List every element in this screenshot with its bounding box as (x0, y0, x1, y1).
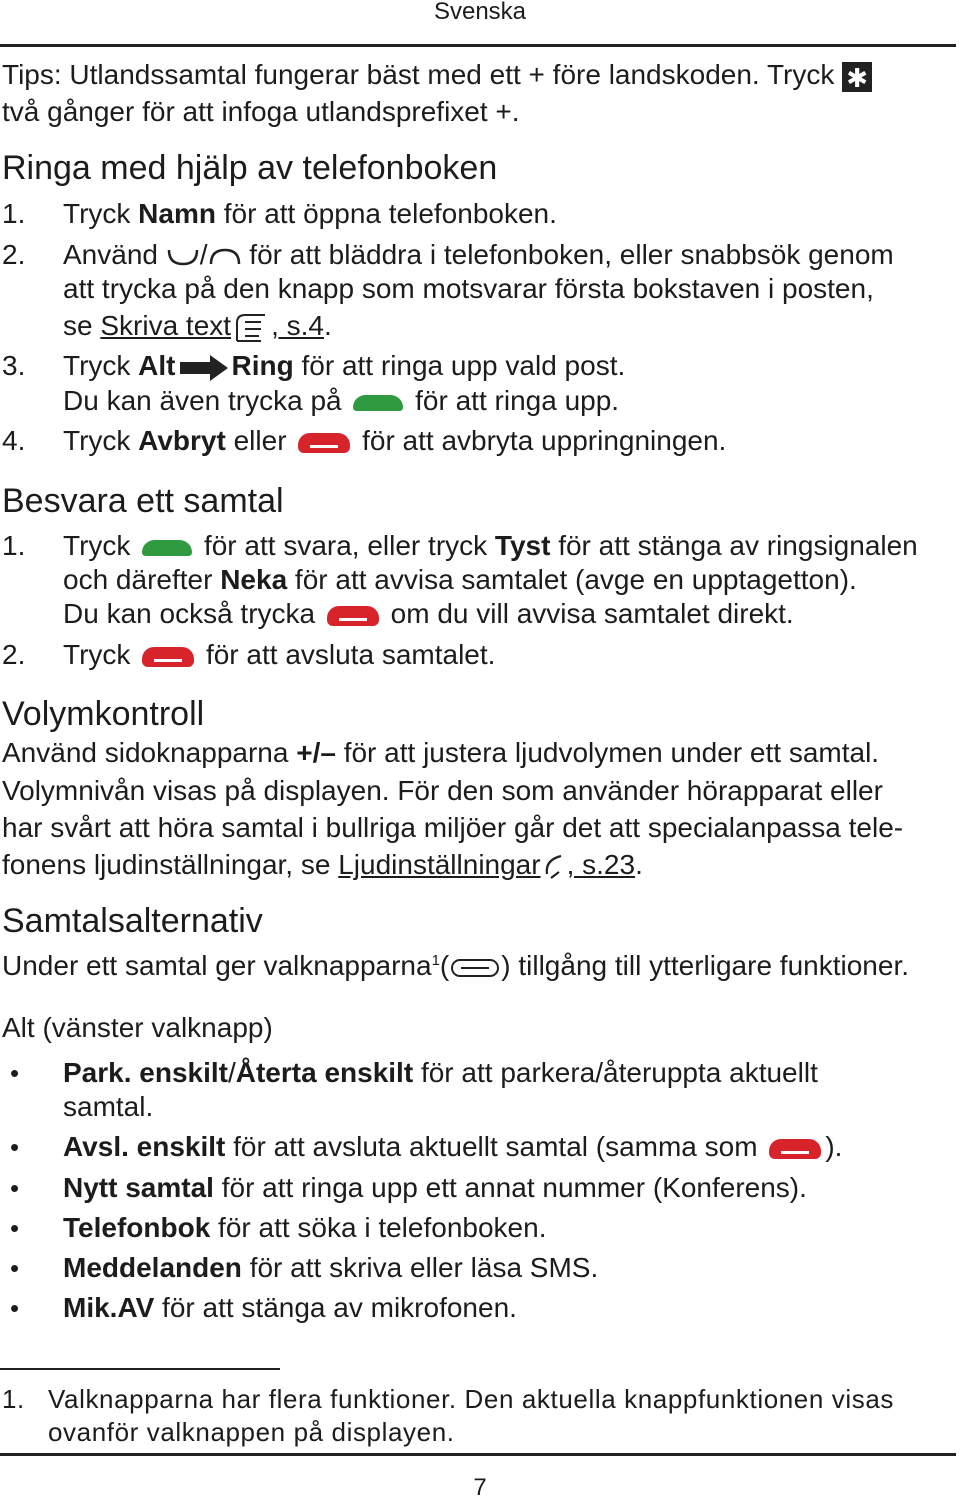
header-divider (0, 44, 956, 47)
step-number: 3. (2, 350, 26, 381)
volume-line2: Volymnivån visas på displayen. För den som använder hörapparat eller (2, 775, 883, 806)
phonebook-step1: Tryck Namn för att öppna telefonboken. (63, 198, 557, 229)
tips-paragraph (2, 58, 872, 92)
bullet-marker: • (10, 1173, 20, 1203)
options-bullet-1: Park. enskilt/Återta enskilt för att parkera/återuppta aktuellt (63, 1057, 818, 1088)
tips-text-line2: två gånger för att infoga utlandsprefixet +. (2, 96, 520, 127)
bullet-marker: • (10, 1253, 20, 1283)
page-header-language: Svenska (433, 0, 527, 25)
phonebook-step2-line1: Använd / för att bläddra i telefonboken, eller snabbsök genom (63, 239, 894, 270)
footnote-number: 1. (2, 1384, 25, 1414)
bullet-marker: • (10, 1132, 20, 1162)
section-title-volume: Volymkontroll (2, 695, 205, 733)
tips-text-line1: Utlandssamtal fungerar bäst med ett + före landskoden. Tryck (61, 59, 843, 90)
footnote-ref[interactable]: 1 (431, 952, 440, 969)
answer-step1-line3: Du kan också trycka om du vill avvisa samtalet direkt. (63, 598, 794, 629)
options-intro: Under ett samtal ger valknapparna$^1$( ) tillgång till ytterligare funktioner. (2, 950, 910, 981)
page-number: 7 (473, 1474, 487, 1501)
soft-key-icon (449, 956, 501, 980)
footnote-line1: Valknapparna har flera funktioner. Den aktuella knappfunktionen visas (48, 1384, 894, 1414)
phonebook-step4: Tryck Avbryt eller för att avbryta uppringningen. (63, 425, 727, 456)
tips-label: Tips: (2, 59, 62, 90)
section-title-call-options: Samtalsalternativ (2, 902, 263, 940)
link-skriva-text[interactable]: Skriva text , s.4 (100, 310, 324, 341)
options-bullet-3: Nytt samtal för att ringa upp ett annat nummer (Konferens). (63, 1172, 807, 1203)
step-number: 1. (2, 530, 26, 561)
hand-icon (231, 311, 271, 345)
sound-icon (541, 852, 567, 882)
options-bullet-2: Avsl. enskilt för att avsluta aktuellt samtal (samma som ). (63, 1131, 843, 1162)
section-title-phonebook: Ringa med hjälp av telefonboken (2, 149, 498, 187)
scroll-up-icon (208, 246, 242, 268)
answer-step1-line1: Tryck för att svara, eller tryck Tyst för att stänga av ringsignalen (63, 530, 918, 561)
options-subtitle: Alt (vänster valknapp) (2, 1012, 273, 1043)
step-number: 4. (2, 425, 26, 456)
phonebook-step2-line2: att trycka på den knapp som motsvarar första bokstaven i posten, (63, 273, 874, 304)
step-number: 1. (2, 198, 26, 229)
bullet-marker: • (10, 1213, 20, 1243)
arrow-right-icon (176, 353, 232, 383)
volume-line1: Använd sidoknapparna +/– för att justera ljudvolymen under ett samtal. (2, 737, 880, 768)
answer-step2: Tryck för att avsluta samtalet. (63, 639, 496, 670)
end-key-icon (769, 1139, 821, 1159)
call-key-icon (353, 395, 403, 411)
phonebook-step3-line2: Du kan även trycka på för att ringa upp. (63, 385, 620, 416)
scroll-down-icon (166, 246, 200, 268)
footer-divider (0, 1453, 956, 1456)
bullet-marker: • (10, 1058, 20, 1088)
answer-step1-line2: och därefter Neka för att avvisa samtalet (avge en upptagetton). (63, 564, 857, 595)
star-key-icon: ✱ (842, 62, 872, 92)
link-ljudinstallningar[interactable]: Ljudinställningar , s.23 (338, 849, 636, 880)
volume-line3: har svårt att höra samtal i bullriga miljöer går det att specialanpassa tele- (2, 812, 904, 843)
footnote-line2: ovanför valknappen på displayen. (48, 1417, 455, 1447)
call-key-icon (142, 540, 192, 556)
section-title-answer: Besvara ett samtal (2, 482, 284, 520)
options-bullet-1-line2: samtal. (63, 1091, 154, 1122)
options-bullet-6: Mik.AV för att stänga av mikrofonen. (63, 1292, 517, 1323)
options-bullet-5: Meddelanden för att skriva eller läsa SMS. (63, 1252, 599, 1283)
end-key-icon (142, 647, 194, 667)
footnote-divider (0, 1368, 280, 1370)
end-key-icon (298, 433, 350, 453)
phonebook-step3-line1: Tryck Alt Ring för att ringa upp vald post. (63, 350, 626, 381)
step-number: 2. (2, 639, 26, 670)
end-key-icon (327, 606, 379, 626)
options-bullet-4: Telefonbok för att söka i telefonboken. (63, 1212, 547, 1243)
phonebook-step2-line3: se Skriva text , s.4. (63, 309, 332, 345)
volume-line4: fonens ljudinställningar, se Ljudinställningar , s.23. (2, 849, 643, 880)
step-number: 2. (2, 239, 26, 270)
bullet-marker: • (10, 1293, 20, 1323)
